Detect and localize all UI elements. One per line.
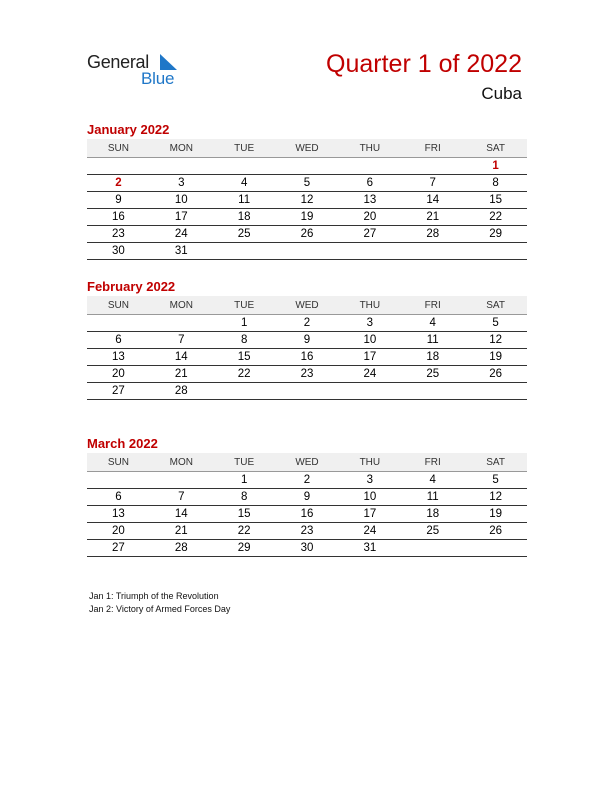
day-cell: 11 (238, 194, 251, 206)
day-cell: 15 (237, 351, 251, 363)
day-cell: 18 (237, 211, 251, 223)
weekday-label: TUE (234, 456, 255, 468)
day-cell: 26 (489, 525, 502, 537)
day-cell: 20 (363, 211, 377, 223)
weekday-header (87, 296, 527, 315)
weekday-label: FRI (424, 142, 441, 154)
week-row (87, 226, 527, 243)
day-cell: 7 (429, 177, 436, 189)
day-cell: 5 (303, 177, 311, 189)
week-row (87, 506, 527, 523)
day-cell: 8 (492, 177, 499, 189)
day-cell: 25 (426, 525, 440, 537)
day-cell: 16 (300, 351, 314, 363)
day-cell: 8 (240, 491, 248, 503)
day-cell: 12 (300, 194, 314, 206)
day-cell: 17 (174, 211, 188, 223)
day-cell: 27 (112, 385, 125, 397)
week-row (87, 192, 527, 209)
week-row (87, 523, 527, 540)
day-cell: 16 (300, 508, 314, 520)
day-cell: 12 (489, 334, 502, 346)
week-row (87, 489, 527, 506)
day-cell: 24 (174, 228, 188, 240)
day-cell: 15 (237, 508, 251, 520)
day-cell: 27 (112, 542, 125, 554)
day-cell: 8 (240, 334, 248, 346)
day-cell: 28 (174, 542, 188, 554)
day-cell: 5 (492, 317, 499, 329)
day-cell: 17 (363, 351, 377, 363)
day-cell: 14 (174, 508, 188, 520)
day-cell: 15 (489, 194, 502, 206)
week-row (87, 366, 527, 383)
week-row (87, 158, 527, 175)
weekday-label: MON (169, 456, 193, 468)
day-cell: 1 (240, 317, 248, 329)
month-march (87, 435, 527, 557)
day-cell: 19 (489, 508, 502, 520)
day-cell: 30 (300, 542, 314, 554)
holiday-notes (89, 590, 230, 616)
day-cell: 3 (366, 474, 374, 486)
week-row (87, 383, 527, 400)
day-cell: 3 (366, 317, 374, 329)
day-cell: 4 (429, 317, 436, 329)
day-cell: 28 (174, 385, 188, 397)
day-cell: 6 (115, 334, 122, 346)
day-cell: 21 (174, 368, 188, 380)
page-title: Quarter 1 of 2022 (326, 50, 522, 78)
day-cell: 23 (112, 228, 125, 240)
day-cell: 2 (303, 317, 311, 329)
day-cell: 7 (178, 334, 185, 346)
day-cell: 20 (112, 368, 125, 380)
weekday-label: FRI (424, 299, 441, 311)
day-cell: 4 (240, 177, 248, 189)
month-title: March 2022 (87, 436, 158, 451)
weekday-label: WED (295, 456, 319, 468)
day-cell: 13 (112, 508, 125, 520)
day-cell: 9 (303, 491, 311, 503)
logo-blue-text: Blue (141, 69, 175, 88)
day-cell: 24 (363, 368, 377, 380)
weekday-label: TUE (234, 142, 255, 154)
day-cell: 4 (429, 474, 436, 486)
month-january (87, 121, 527, 260)
day-cell: 14 (174, 351, 188, 363)
day-cell: 16 (112, 211, 125, 223)
day-cell: 23 (300, 525, 314, 537)
weekday-label: SAT (486, 456, 505, 468)
day-cell: 25 (426, 368, 440, 380)
weekday-label: THU (359, 299, 381, 311)
week-row (87, 209, 527, 226)
day-cell: 22 (237, 525, 251, 537)
day-cell: 27 (363, 228, 377, 240)
weekday-label: SUN (107, 456, 129, 468)
day-cell: 13 (112, 351, 125, 363)
weekday-label: MON (169, 299, 193, 311)
day-cell: 1 (240, 474, 248, 486)
week-row (87, 472, 527, 489)
day-cell: 31 (174, 245, 188, 257)
weekday-label: MON (169, 142, 193, 154)
day-cell: 29 (237, 542, 251, 554)
day-cell: 23 (300, 368, 314, 380)
weekday-label: SUN (107, 299, 129, 311)
weekday-label: SAT (486, 299, 505, 311)
logo-general-text: General (87, 52, 149, 72)
day-cell: 7 (178, 491, 185, 503)
day-cell: 11 (426, 491, 439, 503)
weekday-label: FRI (424, 456, 441, 468)
holiday-note: Jan 2: Victory of Armed Forces Day (89, 604, 231, 614)
day-cell: 12 (489, 491, 502, 503)
logo-flag-icon (159, 54, 177, 70)
day-cell: 20 (112, 525, 125, 537)
day-cell: 10 (363, 334, 377, 346)
weekday-label: TUE (234, 299, 255, 311)
day-cell: 21 (174, 525, 188, 537)
day-cell: 5 (492, 474, 499, 486)
month-title: January 2022 (87, 122, 170, 137)
day-cell: 14 (426, 194, 440, 206)
day-cell: 1 (492, 160, 499, 172)
day-cell: 28 (426, 228, 440, 240)
day-cell: 2 (115, 177, 122, 189)
weekday-header (87, 139, 527, 158)
day-cell: 31 (363, 542, 377, 554)
holiday-note: Jan 1: Triumph of the Revolution (89, 591, 219, 601)
day-cell: 24 (363, 525, 377, 537)
weekday-label: WED (295, 142, 319, 154)
day-cell: 17 (363, 508, 377, 520)
day-cell: 21 (426, 211, 440, 223)
day-cell: 9 (303, 334, 311, 346)
day-cell: 30 (112, 245, 125, 257)
day-cell: 2 (303, 474, 311, 486)
week-row (87, 332, 527, 349)
day-cell: 25 (237, 228, 251, 240)
day-cell: 3 (178, 177, 185, 189)
day-cell: 29 (489, 228, 502, 240)
day-cell: 10 (363, 491, 377, 503)
day-cell: 22 (489, 211, 502, 223)
day-cell: 10 (174, 194, 188, 206)
logo (87, 50, 197, 90)
day-cell: 9 (115, 194, 122, 206)
day-cell: 26 (489, 368, 502, 380)
weekday-label: SAT (486, 142, 505, 154)
day-cell: 18 (426, 508, 440, 520)
weekday-label: WED (295, 299, 319, 311)
week-row (87, 243, 527, 260)
day-cell: 18 (426, 351, 440, 363)
day-cell: 11 (426, 334, 439, 346)
weekday-header (87, 453, 527, 472)
week-row (87, 349, 527, 366)
month-february (87, 278, 527, 400)
week-row (87, 315, 527, 332)
country-label: Cuba (481, 84, 522, 103)
week-row (87, 540, 527, 557)
week-row (87, 175, 527, 192)
day-cell: 6 (115, 491, 122, 503)
day-cell: 19 (300, 211, 314, 223)
day-cell: 19 (489, 351, 502, 363)
weekday-label: THU (359, 456, 381, 468)
weekday-label: SUN (107, 142, 129, 154)
day-cell: 22 (237, 368, 251, 380)
month-title: February 2022 (87, 279, 176, 294)
day-cell: 6 (366, 177, 374, 189)
day-cell: 13 (363, 194, 377, 206)
weekday-label: THU (359, 142, 381, 154)
day-cell: 26 (300, 228, 314, 240)
